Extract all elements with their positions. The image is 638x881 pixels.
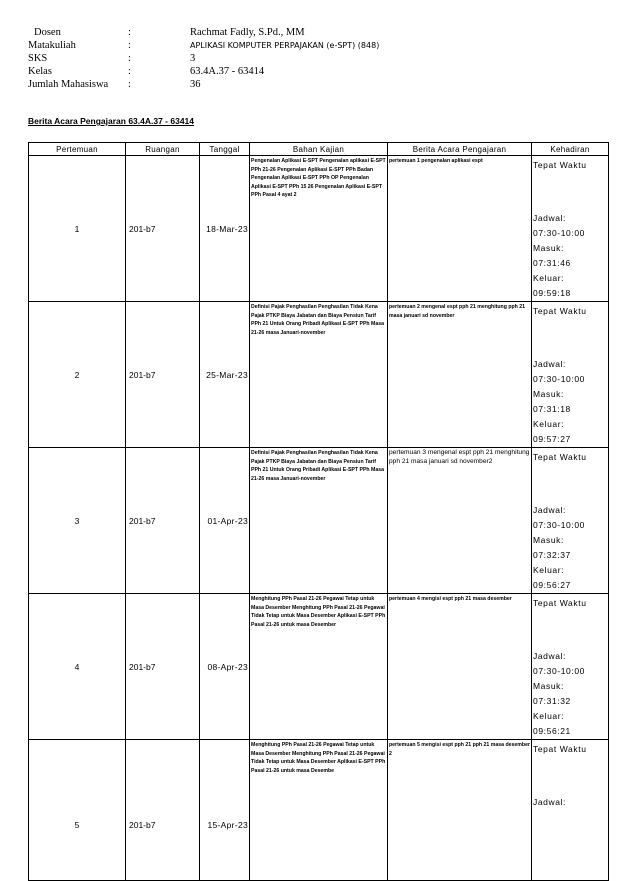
col-header-bahan-kajian: Bahan Kajian [250,143,388,156]
table-row [29,594,609,740]
masuk-value: 07:32:37 [533,550,571,560]
section-title: Berita Acara Pengajaran 63.4A.37 - 63414 [28,116,195,126]
masuk-value: 07:31:18 [533,404,571,414]
jadwal-value: 07:30-10:00 [533,228,585,238]
matakuliah-value: APLIKASI KOMPUTER PERPAJAKAN (e-SPT) (848) [190,41,380,50]
table-header-row [29,143,609,156]
tanggal-cell: 18-Mar-23 [200,156,250,302]
keluar-label: Keluar: [533,565,565,575]
ruangan-cell: 201-b7 [126,302,200,448]
jumlah-label: Jumlah Mahasiswa [28,79,109,90]
sks-label: SKS [28,53,48,64]
jadwal-label: Jadwal: [533,359,567,369]
table-row [29,156,609,302]
kehadiran-status: Tepat Waktu [533,160,587,170]
jadwal-value: 07:30-10:00 [533,520,585,530]
colon: : [128,40,131,51]
jadwal-label: Jadwal: [533,213,567,223]
jadwal-label: Jadwal: [533,797,567,807]
pertemuan-cell: 2 [29,302,126,448]
kehadiran-status: Tepat Waktu [533,452,587,462]
kehadiran-cell [532,594,609,740]
berita-acara-cell: pertemuan 3 mengenal espt pph 21 menghitung pph 21 masa januari sd november2 [388,448,532,594]
keluar-label: Keluar: [533,273,565,283]
berita-acara-cell: pertemuan 4 mengisi espt pph 21 masa desember [388,594,532,740]
table-row [29,448,609,594]
colon: : [128,79,131,90]
dosen-value: Rachmat Fadly, S.Pd., MM [190,27,305,38]
colon: : [128,66,131,77]
col-header-tanggal: Tanggal [200,143,250,156]
masuk-value: 07:31:46 [533,258,571,268]
col-header-pertemuan: Pertemuan [29,143,126,156]
kehadiran-cell [532,302,609,448]
kehadiran-cell [532,156,609,302]
jadwal-value: 07:30-10:00 [533,374,585,384]
berita-acara-table [28,142,609,881]
bahan-kajian-cell: Definisi Pajak Penghasilan Penghasilan Tidak Kena Pajak PTKP Biaya Jabatan dan Biaya Pensiun Tarif PPh 21 Untuk Orang Pribadi Aplikasi E-SPT PPh Masa 21-26 masa Januari-november [250,302,388,448]
colon: : [128,27,131,38]
dosen-label: Dosen [34,27,61,38]
ruangan-cell: 201-b7 [126,448,200,594]
keluar-value: 09:56:27 [533,580,571,590]
keluar-label: Keluar: [533,419,565,429]
col-header-berita-acara: Berita Acara Pengajaran [388,143,532,156]
bahan-kajian-cell: Pengenalan Aplikasi E-SPT Pengenalan aplikasi E-SPT PPh 21-26 Pengenalan Aplikasi E-SPT PPh Badan Pengenalan Aplikasi E-SPT PPh OP Pengenalan Aplikasi E-SPT PPh 15 26 Pengenalan Aplikasi E-SPT PPh Pasal 4 ayat 2 [250,156,388,302]
pertemuan-cell: 1 [29,156,126,302]
masuk-label: Masuk: [533,535,564,545]
keluar-label: Keluar: [533,711,565,721]
table-row [29,302,609,448]
kehadiran-status: Tepat Waktu [533,306,587,316]
tanggal-cell: 08-Apr-23 [200,594,250,740]
kehadiran-cell [532,740,609,881]
tanggal-cell: 15-Apr-23 [200,740,250,881]
jadwal-label: Jadwal: [533,651,567,661]
jadwal-value: 07:30-10:00 [533,666,585,676]
tanggal-cell: 01-Apr-23 [200,448,250,594]
masuk-value: 07:31:32 [533,696,571,706]
kehadiran-cell [532,448,609,594]
ruangan-cell: 201-b7 [126,740,200,881]
keluar-value: 09:57:27 [533,434,571,444]
berita-acara-cell: pertemuan 5 mengisi espt pph 21 pph 21 masa desember 2 [388,740,532,881]
ruangan-cell: 201-b7 [126,156,200,302]
pertemuan-cell: 5 [29,740,126,881]
masuk-label: Masuk: [533,243,564,253]
col-header-ruangan: Ruangan [126,143,200,156]
jumlah-value: 36 [190,79,201,90]
kelas-label: Kelas [28,66,52,77]
ruangan-cell: 201-b7 [126,594,200,740]
kelas-value: 63.4A.37 - 63414 [190,66,265,77]
keluar-value: 09:56:21 [533,726,571,736]
bahan-kajian-cell: Definisi Pajak Penghasilan Penghasilan Tidak Kena Pajak PTKP Biaya Jabatan dan Biaya Pensiun Tarif PPh 21 Untuk Orang Pribadi Aplikasi E-SPT PPh Masa 21-26 masa Januari-november [250,448,388,594]
pertemuan-cell: 4 [29,594,126,740]
table-row [29,740,609,881]
berita-acara-cell: pertemuan 1 pengenalan aplikasi espt [388,156,532,302]
matakuliah-label: Matakuliah [28,40,76,51]
jadwal-label: Jadwal: [533,505,567,515]
keluar-value: 09:59:18 [533,288,571,298]
pertemuan-cell: 3 [29,448,126,594]
bahan-kajian-cell: Menghitung PPh Pasal 21-26 Pegawai Tetap untuk Masa Desember Menghitung PPh Pasal 21-26 Pegawai Tidak Tetap untuk Masa Desember Aplikasi E-SPT PPh Pasal 21-26 untuk masa Desember [250,594,388,740]
masuk-label: Masuk: [533,389,564,399]
col-header-kehadiran: Kehadiran [532,143,609,156]
masuk-label: Masuk: [533,681,564,691]
colon: : [128,53,131,64]
berita-acara-cell: pertemuan 2 mengenal espt pph 21 menghitung pph 21 masa januari sd november [388,302,532,448]
tanggal-cell: 25-Mar-23 [200,302,250,448]
kehadiran-status: Tepat Waktu [533,598,587,608]
bahan-kajian-cell: Menghitung PPh Pasal 21-26 Pegawai Tetap untuk Masa Desember Menghitung PPh Pasal 21-26 Pegawai Tidak Tetap untuk Masa Desember Aplikasi E-SPT PPh Pasal 21-26 untuk masa Desembe [250,740,388,881]
sks-value: 3 [190,53,196,64]
kehadiran-status: Tepat Waktu [533,744,587,754]
